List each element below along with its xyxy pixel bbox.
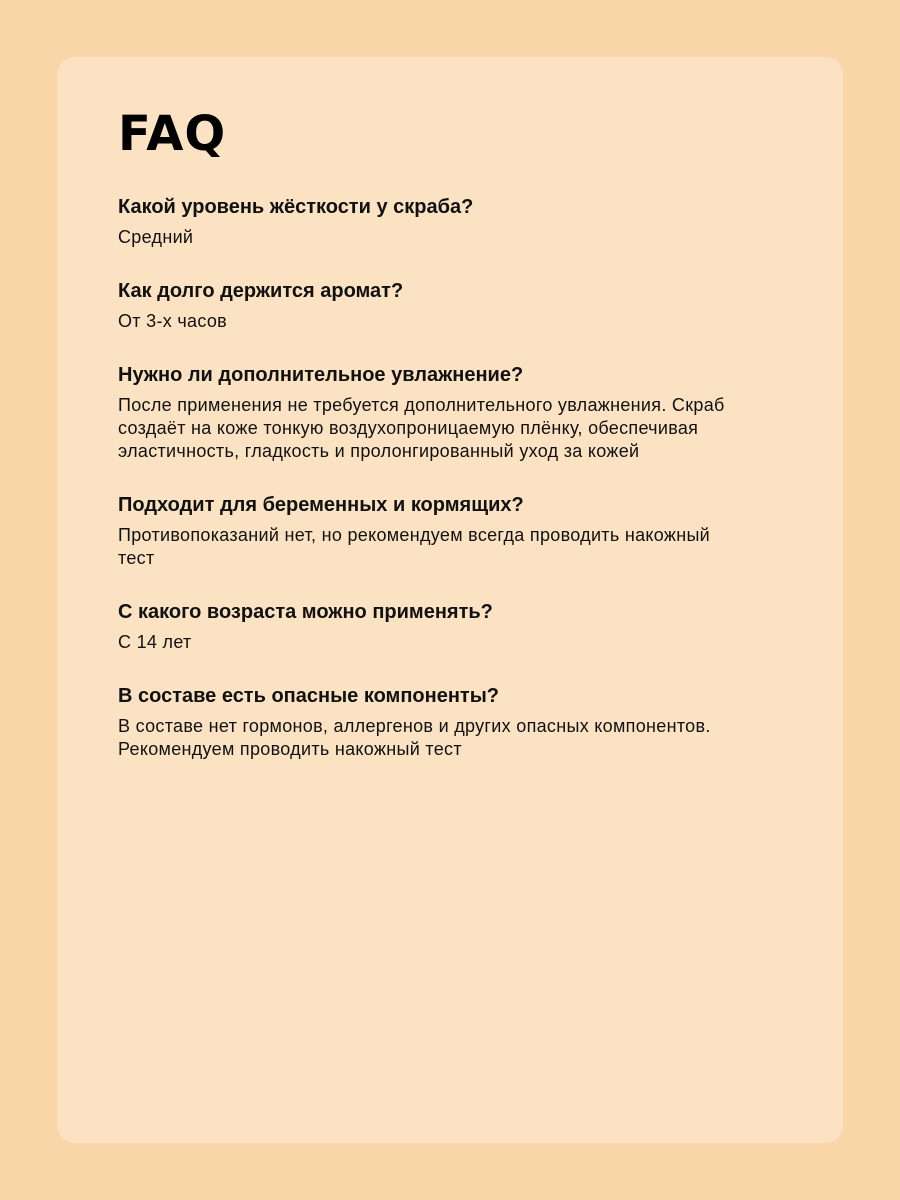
- faq-item: [118, 360, 843, 463]
- faq-item: [118, 276, 843, 333]
- faq-answer: С 14 лет: [118, 632, 192, 652]
- faq-answer: Противопоказаний нет, но рекомендуем всегда проводить накожный тест: [118, 525, 711, 568]
- page-title: FAQ: [118, 106, 227, 162]
- faq-question: Нужно ли дополнительное увлажнение?: [118, 364, 524, 386]
- faq-item: [118, 597, 843, 654]
- faq-answer: В составе нет гормонов, аллергенов и других опасных компонентов. Рекомендуем проводить накожный тест: [118, 716, 711, 759]
- faq-item: [118, 681, 843, 761]
- faq-answer: После применения не требуется дополнительного увлажнения. Скраб создаёт на коже тонкую воздухопроницаемую плёнку, обеспечивая эластичность, гладкость и пролонгированный уход за кожей: [118, 395, 725, 461]
- faq-question: Подходит для беременных и кормящих?: [118, 494, 524, 516]
- faq-item: [118, 490, 843, 570]
- faq-item: [118, 192, 843, 249]
- faq-list: [118, 192, 843, 761]
- faq-question: С какого возраста можно применять?: [118, 601, 493, 623]
- faq-question: Как долго держится аромат?: [118, 280, 404, 302]
- faq-question: В составе есть опасные компоненты?: [118, 685, 500, 707]
- faq-answer: Средний: [118, 227, 194, 247]
- faq-question: Какой уровень жёсткости у скраба?: [118, 196, 474, 218]
- faq-card: [57, 57, 843, 1143]
- faq-answer: От 3-х часов: [118, 311, 228, 331]
